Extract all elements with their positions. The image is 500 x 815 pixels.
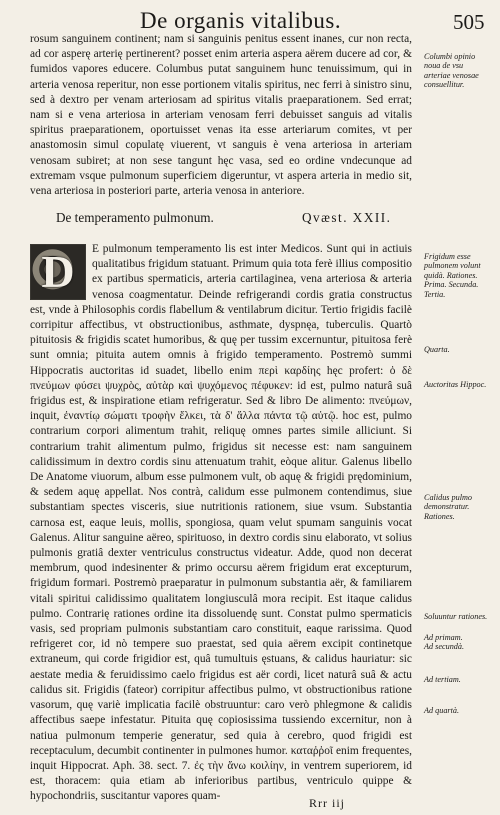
margin-note: Ad secundà. bbox=[424, 642, 465, 651]
margin-note: Ad quartà. bbox=[424, 706, 460, 715]
paragraph-main: E pulmonum temperamento lis est inter Medicos. Sunt qui in actiuis qualitatibus frigidum statuant. Primum quia tota ferè illius compositio ex partibus spermaticis, arteria cartilaginea, vena arteriosa & arteria venosa coagmentatur. Deinde refrigerandi cordis gratia constructus est, vnde à Philosophis cordis flabellum & ventilabrum dicitur. Tertio frigidis facilè corripitur affectibus, vt obstructionibus, asthmate, dyspnęa, tuberculis. Quartò pituitosis & frigidis scatet humoribus, & quę per tussim excernuntur, pituitosa ferè sunt omnia; pituita autem omnis à frigido temperamento. Postremò summi Hippocratis auctoritas id suadet, libello enim περὶ καρδίης hęc profert: ὁ δὲ πνεύμων φύσει ψυχρὸς, αὐτὰρ καὶ ψυχόμενος πέφυκεν: id est, pulmo naturâ suâ frigidus est, & inspiratione etiam refrigeratur. Sed & libro De alimento: πνεύμων, inquit, ἐναντίῳ σώματι τροφὴν ἕλκει, τὰ δ' ἄλλα πάντα τῷ αὐτῷ. hoc est, pulmo contrarium corpori alimentum trahit, reliquę omnes partes simile alliciunt. Si contrarium trahit alimentum pulmo, frigidus sit necesse est: nam sanguinem calidissimum in dextro cordis sinu attenuatum trahit, eòque alitur. Galenus libello De Anatome viuorum, album esse pulmonem vult, ob aquę & frigidi prędominium, & sedem aquę appellat. Nos contrà, calidum esse pulmonem contendimus, siue substantiam spectes visceris, siue nutritionis rationem, siue vsum. Substantia carnosa est, eaque leuis, mollis, spongiosa, quam velut spumam sanguinis vocat Galenus. Alitur sanguine aëreo, spirituoso, in dextro cordis sinu elaborato, vt solius pulmonis gratiâ dexter ventriculus constructus videatur. Adde, quod non decerat membrum, quod indesinenter & primo occursu aërem frigidum erat excepturum, frigidum formari. Postremò praeparatur in pulmonum substantia aër, & familiarem vitali spiritui calidissimo qualitatem longiusculâ mora recipit. Est itaque calidus pulmo. Contrarię rationes ordine ita dissoluendę sunt. Constat pulmo spermaticis vasis, sed propriam pulmonis substantiam caro constituit, eaque rarissima. Quod refrigeret cor, id nò tempere suo praestat, sed quia aërem excipit continetque extraneum, qui corde frigidior est, quâ tumultuis ęstuans, & calidus hauriatur: sic aestate media & feruidissimo caelo frigidus est aër cordi, licet naturâ suâ & actu calidus sit. Frigidis (fateor) corripitur affectibus pulmo, vt obstructionibus ratione vasorum, quę variè implicatia facilè obstruuntur: caro verò phlegmone & calidis affectibus saepe infestatur. Pituita quę copiosissima tussiendo excernitur, non à natiua pulmonum temperie generatur, sed quia à cerebro, quod frigidi est receptaculum, decumbit continenter in pulmones humor. καταῤῥοῖ enim frequentes, inquit Hippocrat. Aph. 38. sect. 7. ἐς τὴν ἄνω κοιλίην, in ventrem superiorem, id est, thoracem: quia etiam ab inferioribus partibus, ventriculo quippe & hypochondriis, suscitantur vapores quam- bbox=[30, 243, 412, 803]
paragraph-top: rosum sanguinem continent; nam si sanguinis penitus essent inanes, cur non recta, ad cor asperę arterię pertinerent? posset enim arteria aspera aërem ducere ad cor, & fumidos vapores educere. Columbus putat sanguinem hunc tenuissimum, qui in arteria venosa reperitur, non esse portionem vitalis spiritus, nec ferri à sinistro sinu, sed à dextro per venam arteriosam ad spiritus vitalis praeparationem. Sed errat; nam si e vena arteriosa in arteriam venosam ferri debuisset sanguis ad vitalis spiritus praeparationem, oportuisset venas ita esse arteriarum comites, vt per anastomosin simul copulatę viuerent, vt sanguis è vena arteriosa in arteriam venosam subiret; at non sese tangunt hęc vasa, sed eo ordine vndecunque ad extremam vsque pulmonum superficiem digeruntur, vt aspera arteria in medio sit, vena arteriosa in posteriori parte, arteria venosa in anteriore. bbox=[30, 33, 412, 198]
body-text-top bbox=[30, 32, 412, 199]
section-heading bbox=[30, 210, 412, 228]
margin-note: Calidus pulmo demonstratur. Rationes. bbox=[424, 493, 472, 521]
signature-mark: Rrr iij bbox=[309, 796, 345, 810]
margin-note: Columbi opinio noua de vsu arteriae venosae consuellitur. bbox=[424, 52, 479, 90]
margin-note: Auctoritas Hippoc. bbox=[424, 380, 487, 389]
margin-note: Ad tertiam. bbox=[424, 675, 461, 684]
dropcap-letter: D bbox=[41, 246, 75, 297]
margin-note: Quarta. bbox=[424, 345, 450, 354]
decorated-initial bbox=[30, 244, 86, 300]
question-number: Qvæst. XXII. bbox=[302, 210, 392, 225]
margin-note: Frigidum esse pulmonem volunt quidà. Rationes. Prima. Secunda. Tertia. bbox=[424, 252, 481, 299]
page-title: De organis vitalibus. bbox=[140, 8, 342, 33]
section-title: De temperamento pulmonum. bbox=[56, 210, 214, 225]
page-number: 505 bbox=[453, 10, 485, 34]
margin-note: Ad primam. bbox=[424, 633, 463, 642]
margin-note: Soluuntur rationes. bbox=[424, 612, 488, 621]
body-text-main bbox=[30, 242, 412, 805]
